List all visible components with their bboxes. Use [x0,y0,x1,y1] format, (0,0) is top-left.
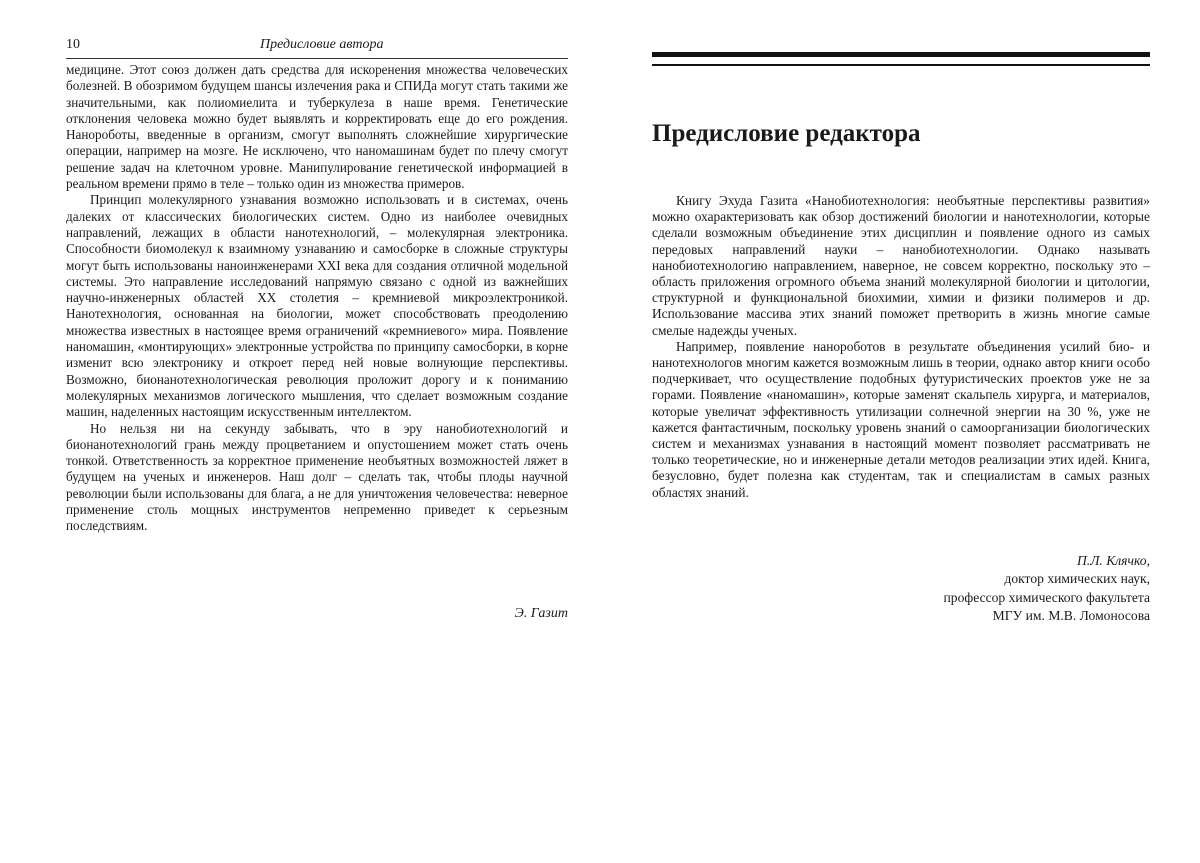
editor-signature-block [850,552,1150,626]
page-number: 10 [66,37,80,52]
paragraph: Например, появление нанороботов в результате объединения усилий био- и нанотехнологов многим кажется возможным лишь в теории, однако автор книги особо подчеркивает, что осуществление подобных футуристических проектов уже не за горами. Появление «наномашин», которые заменят скальпель хирурга, и материалов, которые увеличат эффективность утилизации солнечной энергии на 30 %, уже не кажется фантастичным, поскольку уровень знаний о самоорганизации биологических систем и механизмах узнавания в настоящий момент позволяет рассматривать не только теоретические, но и инженерные детали методов реализации этих идей. Книга, безусловно, будет полезна как студентам, так и специалистам в самых разных областях знаний. [652,338,1150,500]
editor-name: П.Л. Клячко, [1076,553,1150,568]
editor-degree: доктор химических наук, [1004,571,1150,587]
top-rule-thick [652,52,1150,57]
author-preface-text [66,62,568,535]
editor-position: профессор химического факультета [943,589,1150,605]
section-title: Предисловие редактора [652,120,921,147]
paragraph: Принцип молекулярного узнавания возможно использовать и в системах, очень далеких от классических биологических систем. Одно из наиболее очевидных направлений, лежащих в области нанотехнологий, – молекулярная электроника. Способности биомолекул к взаимному узнаванию и самосборке в сложные структуры могут быть использованы наноинженерами XXI века для создания отличной модельной системы. Это направление исследований напрямую связано с одной из важнейших научно-инженерных областей XX столетия – кремниевой микроэлектроникой. Нанотехнология, основанная на биологии, может способствовать преодолению множества известных в настоящее время ограничений «кремниевого» мира. Появление наномашин, «монтирующих» электронные устройства по принципу самосборки, в корне изменит всю электронику и откроет перед ней новые волнующие перспективы. Возможно, бионанотехнологическая революция проложит дорогу и к пониманию молекулярных механизмов логического мышления, что сделает возможным создание машин, наделенных настоящим искусственным интеллектом. [66,192,568,420]
editor-affiliation: МГУ им. М.В. Ломоносова [992,608,1150,624]
author-signature: Э. Газит [514,606,568,621]
paragraph: медицине. Этот союз должен дать средства для искоренения множества человеческих болезней. В обозримом будущем шансы излечения рака и СПИДа могут стать такими же значительными, как полиомиелита и туберкулеза в наше время. Генетические отклонения человека можно будет выявлять и корректировать еще до его рождения. Нанороботы, введенные в организм, смогут выполнять сложнейшие хирургические операции, например на мозге. Не исключено, что наномашинам будет по плечу смогут решение задач на клеточном уровне. Манипулирование генетической информацией в реальном времени прямо в теле – только один из множества примеров. [66,62,568,192]
running-title: Предисловие автора [260,37,384,52]
header-rule [66,58,568,59]
running-header [66,37,568,57]
paragraph: Книгу Эхуда Газита «Нанобиотехнология: необъятные перспективы развития» можно охарактеризовать как обзор достижений биологии и нанотехнологии, которые сделали возможным объединение этих дисциплин и появление одного из самых передовых направлений науки – нанобиотехнологии. Однако называть нанобиотехнологию направлением, наверное, не совсем корректно, поскольку это – область приложения огромного объема знаний молекулярной биологии и цитологии, структурной и функциональной биохимии, химии и физики полимеров и др. Использование массива этих знаний поможет претворить в жизнь многие самые смелые надежды ученых. [652,193,1150,338]
paragraph: Но нельзя ни на секунду забывать, что в эру нанобиотехнологий и бионанотехнологий грань между процветанием и опустошением может стать очень тонкой. Ответственность за корректное применение необъятных возможностей ляжет в будущем на ученых и инженеров. Наш долг – сделать так, чтобы плоды научной революции были использованы для блага, а не для уничтожения человечества: неверное применение столь мощных инструментов непременно приведет к серьезным последствиям. [66,420,568,534]
editor-preface-text [652,193,1150,501]
top-rule-thin [652,64,1150,66]
